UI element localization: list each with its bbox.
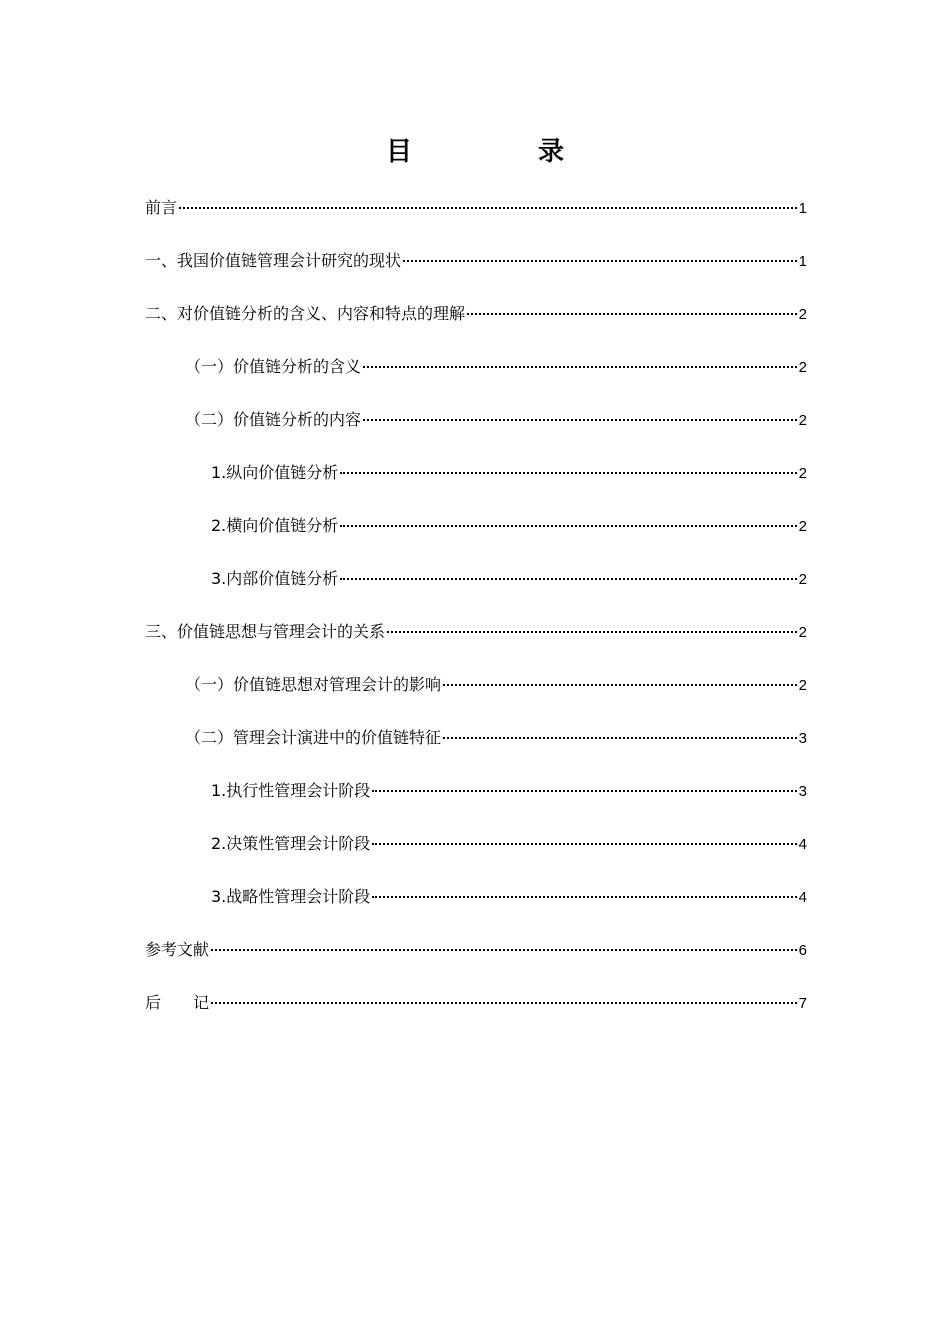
toc-entry[interactable] [145,881,807,934]
toc-entry[interactable] [145,192,807,245]
toc-page-number: 2 [798,465,807,482]
toc-entry-label: （二）管理会计演进中的价值链特征 [185,728,442,747]
toc-dot-leader [340,578,796,580]
toc-dot-leader [179,207,797,209]
toc-entry[interactable] [145,457,807,510]
toc-dot-leader [340,472,796,474]
toc-entry-label: （一）价值链思想对管理会计的影响 [185,675,442,694]
toc-dot-leader [372,790,796,792]
toc-entry[interactable] [145,616,807,669]
toc-dot-leader [211,1002,797,1004]
toc-entry[interactable] [145,298,807,351]
toc-entry-label: 1.纵向价值链分析 [211,463,339,482]
toc-dot-leader [372,896,796,898]
toc-entry-label: 3.内部价值链分析 [211,569,339,588]
toc-page-number: 7 [798,995,807,1012]
toc-page-number: 2 [798,359,807,376]
toc-dot-leader [363,419,797,421]
toc-page-number: 1 [798,200,807,217]
toc-entry[interactable] [145,775,807,828]
toc-entry-label: 2.决策性管理会计阶段 [211,834,371,853]
toc-entry-label: （二）价值链分析的内容 [185,410,362,429]
toc-entry-label: 二、对价值链分析的含义、内容和特点的理解 [145,304,466,323]
toc-page-number: 6 [798,942,807,959]
toc-entry[interactable] [145,404,807,457]
toc-dot-leader [443,684,797,686]
toc-page-number: 1 [798,253,807,270]
toc-entry[interactable] [145,669,807,722]
toc-entry-label: 前言 [145,198,178,217]
toc-page-number: 2 [798,624,807,641]
toc-entry-label: 2.横向价值链分析 [211,516,339,535]
toc-entry-label: 三、价值链思想与管理会计的关系 [145,622,386,641]
toc-entry[interactable] [145,510,807,563]
toc-dot-leader [387,631,797,633]
toc-page-number: 2 [798,677,807,694]
toc-dot-leader [363,366,797,368]
toc-page-number: 2 [798,571,807,588]
toc-entry[interactable] [145,987,807,1040]
toc-entry[interactable] [145,828,807,881]
toc-dot-leader [403,260,797,262]
toc-dot-leader [340,525,796,527]
toc-dot-leader [467,313,797,315]
toc-page-number: 4 [798,889,807,906]
toc-page-number: 2 [798,412,807,429]
toc-entry-label: （一）价值链分析的含义 [185,357,362,376]
toc-page-number: 3 [798,783,807,800]
toc-page-number: 3 [798,730,807,747]
toc-entry-label: 3.战略性管理会计阶段 [211,887,371,906]
toc-entry-label: 后 记 [145,993,210,1012]
toc-entry[interactable] [145,351,807,404]
toc-entry-label: 参考文献 [145,940,210,959]
table-of-contents [145,192,807,1040]
toc-entry-label: 1.执行性管理会计阶段 [211,781,371,800]
toc-page-number: 4 [798,836,807,853]
toc-dot-leader [372,843,796,845]
toc-dot-leader [443,737,797,739]
toc-dot-leader [211,949,797,951]
toc-entry[interactable] [145,934,807,987]
toc-entry[interactable] [145,563,807,616]
toc-entry-label: 一、我国价值链管理会计研究的现状 [145,251,402,270]
toc-page-number: 2 [798,306,807,323]
toc-title: 目 录 [385,137,614,167]
toc-page-number: 2 [798,518,807,535]
toc-entry[interactable] [145,245,807,298]
toc-entry[interactable] [145,722,807,775]
